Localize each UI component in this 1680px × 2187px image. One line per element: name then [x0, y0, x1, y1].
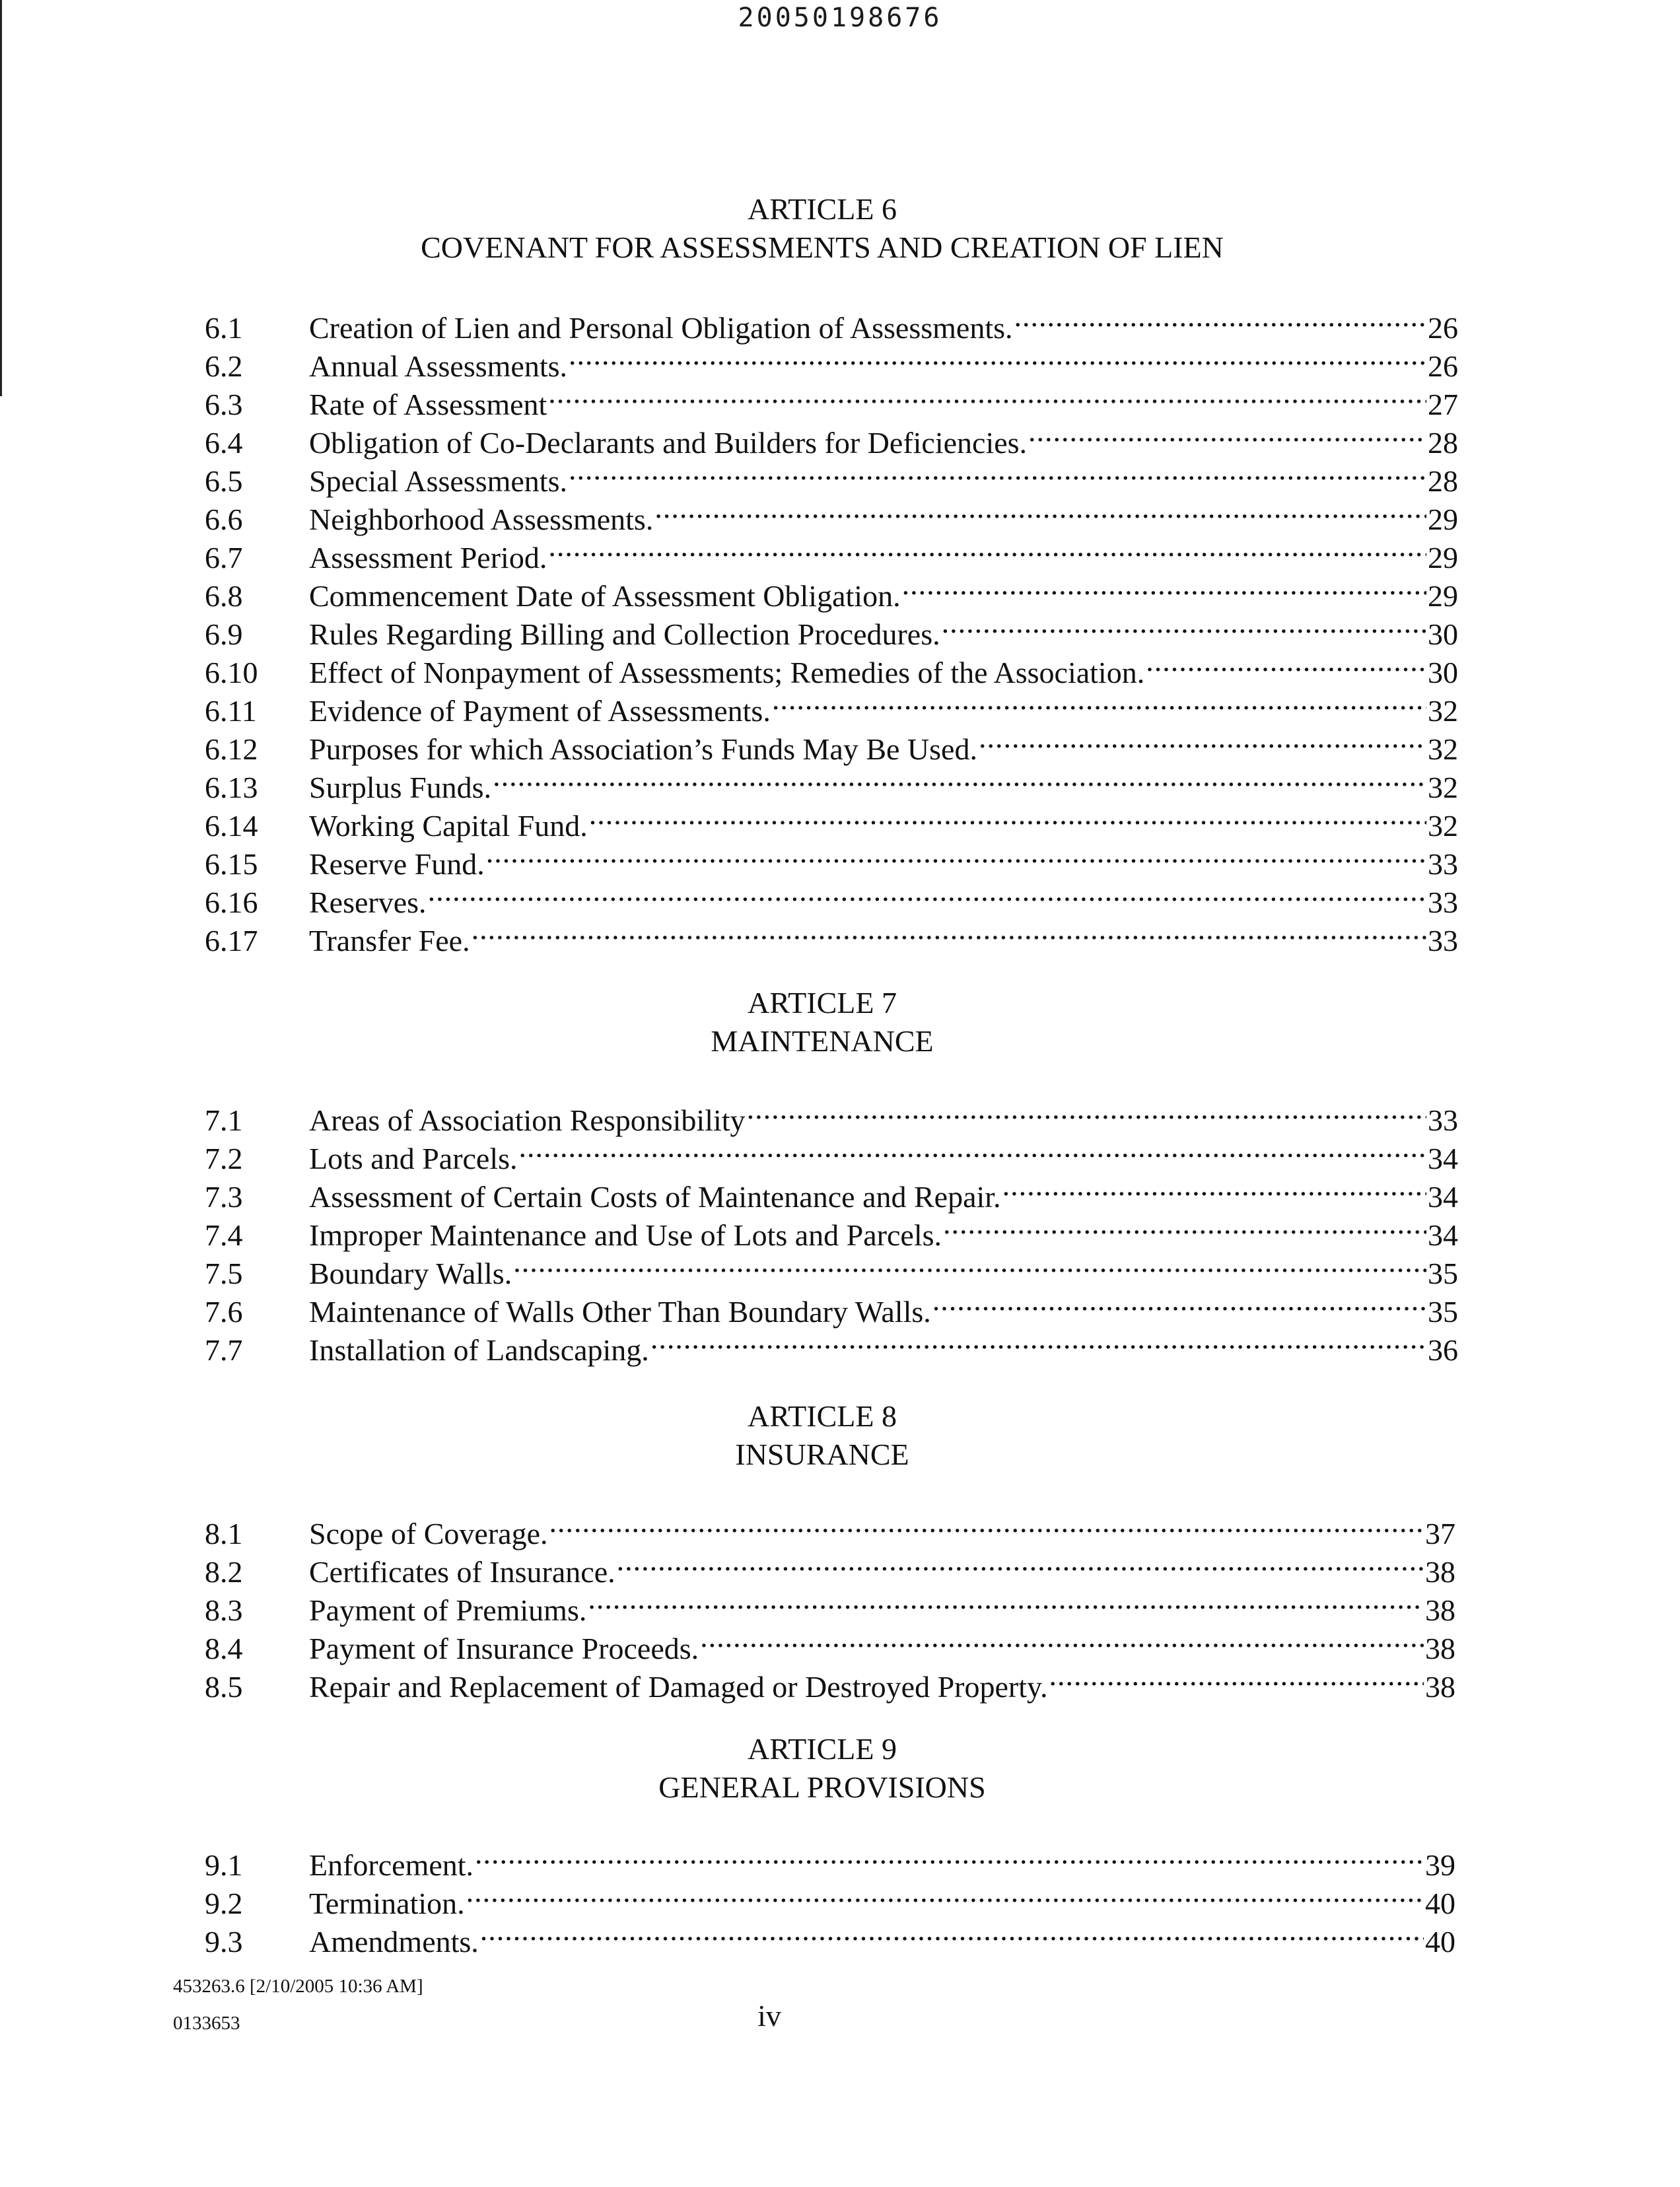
section-number: 6.16 [205, 885, 258, 919]
section-title: Maintenance of Walls Other Than Boundary Walls. [309, 1293, 932, 1331]
dot-leader [932, 1284, 1426, 1322]
toc-entry[interactable] [205, 1620, 1455, 1665]
dot-leader [472, 913, 1426, 951]
section-title: Working Capital Fund. [309, 807, 589, 845]
page-reference: 30 [1428, 656, 1458, 689]
page-reference: 28 [1428, 426, 1458, 460]
page-reference: 40 [1425, 1925, 1455, 1959]
toc-entry[interactable] [205, 798, 1458, 843]
section-title: Transfer Fee. [309, 922, 472, 960]
section-title: Payment of Premiums. [309, 1591, 588, 1630]
dot-leader [480, 1914, 1424, 1952]
toc-entry[interactable] [205, 1207, 1458, 1252]
dot-leader [548, 530, 1426, 568]
toc-entry[interactable] [205, 1544, 1455, 1589]
page-reference: 38 [1425, 1632, 1455, 1665]
toc-entry[interactable] [205, 1169, 1458, 1214]
page-reference: 36 [1428, 1333, 1458, 1367]
section-number: 6.1 [205, 311, 243, 345]
dot-leader [475, 1837, 1424, 1875]
dot-leader [654, 491, 1426, 530]
page-reference: 30 [1428, 617, 1458, 651]
page-reference: 38 [1425, 1670, 1455, 1704]
toc-entry[interactable] [205, 1506, 1455, 1550]
section-title: Scope of Coverage. [309, 1515, 549, 1553]
section-title: Assessment Period. [309, 539, 548, 577]
dot-leader [549, 1506, 1424, 1544]
section-number: 8.4 [205, 1632, 243, 1665]
section-title: Annual Assessments. [309, 347, 569, 386]
section-number: 8.5 [205, 1670, 243, 1704]
toc-entry[interactable] [205, 606, 1458, 651]
section-title: Boundary Walls. [309, 1255, 513, 1293]
section-title: Certificates of Insurance. [309, 1553, 617, 1591]
dot-leader [569, 453, 1426, 491]
toc-entry[interactable] [205, 300, 1458, 345]
section-title: Payment of Insurance Proceeds. [309, 1630, 700, 1668]
section-number: 7.4 [205, 1218, 243, 1252]
section-number: 6.9 [205, 617, 243, 651]
toc-entry[interactable] [205, 1875, 1455, 1920]
section-title: Purposes for which Association’s Funds May Be Used. [309, 730, 979, 769]
page-reference: 39 [1425, 1848, 1455, 1882]
dot-leader [902, 568, 1426, 606]
toc-entry[interactable] [205, 1582, 1455, 1627]
page-reference: 32 [1428, 694, 1458, 728]
section-number: 7.7 [205, 1333, 243, 1367]
toc-entry[interactable] [205, 913, 1458, 957]
section-number: 6.15 [205, 847, 258, 881]
toc-entry[interactable] [205, 415, 1458, 460]
page-reference: 33 [1428, 924, 1458, 957]
dot-leader [466, 1875, 1424, 1914]
toc-entry[interactable] [205, 1322, 1458, 1367]
section-title: Assessment of Certain Costs of Maintenance and Repair. [309, 1178, 1002, 1216]
dot-leader [589, 798, 1426, 836]
toc-entry[interactable] [205, 1659, 1455, 1704]
toc-entry[interactable] [205, 491, 1458, 536]
section-title: Obligation of Co-Declarants and Builders for Deficiencies. [309, 424, 1028, 462]
page-reference: 32 [1428, 771, 1458, 804]
page-reference: 29 [1428, 579, 1458, 613]
page-reference: 38 [1425, 1555, 1455, 1589]
dot-leader [979, 721, 1426, 759]
section-title: Neighborhood Assessments. [309, 501, 654, 539]
page-reference: 35 [1428, 1257, 1458, 1290]
page-reference: 34 [1428, 1180, 1458, 1214]
dot-leader [548, 376, 1426, 415]
dot-leader [486, 836, 1426, 874]
page-reference: 34 [1428, 1142, 1458, 1175]
section-number: 6.4 [205, 426, 243, 460]
page-number: iv [757, 1999, 781, 2032]
page-reference: 26 [1428, 311, 1458, 345]
page-reference: 35 [1428, 1295, 1458, 1329]
dot-leader [519, 1130, 1426, 1169]
section-number: 6.11 [205, 694, 257, 728]
article-label: ARTICLE 7 [748, 986, 897, 1020]
footer-file-number: 0133653 [173, 2013, 240, 2034]
section-title: Reserve Fund. [309, 845, 486, 884]
section-number: 6.14 [205, 809, 258, 843]
section-title: Installation of Landscaping. [309, 1331, 650, 1370]
toc-entry[interactable] [205, 1092, 1458, 1137]
toc-entry[interactable] [205, 683, 1458, 728]
toc-entry[interactable] [205, 568, 1458, 613]
section-number: 7.3 [205, 1180, 243, 1214]
section-title: Special Assessments. [309, 462, 569, 501]
dot-leader [747, 1092, 1426, 1130]
footer-doc-ref: 453263.6 [2/10/2005 10:36 AM] [173, 1976, 423, 1997]
section-title: Effect of Nonpayment of Assessments; Remedies of the Association. [309, 654, 1146, 692]
dot-leader [1146, 644, 1426, 683]
article-label: ARTICLE 9 [748, 1732, 897, 1766]
page-reference: 26 [1428, 349, 1458, 383]
section-title: Commencement Date of Assessment Obligation. [309, 577, 902, 615]
toc-entry[interactable] [205, 874, 1458, 919]
section-number: 7.1 [205, 1103, 243, 1137]
dot-leader [942, 606, 1426, 644]
toc-entry[interactable] [205, 836, 1458, 881]
article-title: MAINTENANCE [711, 1024, 934, 1058]
toc-entry[interactable] [205, 644, 1458, 689]
section-number: 6.12 [205, 732, 258, 766]
dot-leader [1002, 1169, 1426, 1207]
section-title: Surplus Funds. [309, 769, 493, 807]
toc-entry[interactable] [205, 1914, 1455, 1959]
section-number: 6.10 [205, 656, 258, 689]
section-number: 6.5 [205, 464, 243, 498]
page-reference: 27 [1428, 388, 1458, 421]
section-title: Creation of Lien and Personal Obligation of Assessments. [309, 309, 1014, 347]
page-reference: 33 [1428, 847, 1458, 881]
section-number: 6.2 [205, 349, 243, 383]
page-reference: 33 [1428, 885, 1458, 919]
dot-leader [588, 1582, 1424, 1620]
section-number: 9.3 [205, 1925, 243, 1959]
page-reference: 33 [1428, 1103, 1458, 1137]
page-reference: 40 [1425, 1887, 1455, 1920]
section-title: Areas of Association Responsibility [309, 1101, 747, 1140]
section-number: 7.2 [205, 1142, 243, 1175]
page-reference: 29 [1428, 503, 1458, 536]
section-title: Reserves. [309, 884, 428, 922]
section-number: 6.13 [205, 771, 258, 804]
dot-leader [772, 683, 1426, 721]
page-reference: 34 [1428, 1218, 1458, 1252]
article-title: COVENANT FOR ASSESSMENTS AND CREATION OF LIEN [421, 230, 1224, 264]
toc-entry[interactable] [205, 1245, 1458, 1290]
section-number: 7.6 [205, 1295, 243, 1329]
dot-leader [513, 1245, 1426, 1284]
article-label: ARTICLE 6 [748, 192, 897, 226]
toc-entry[interactable] [205, 376, 1458, 421]
section-number: 6.6 [205, 503, 243, 536]
section-title: Amendments. [309, 1923, 480, 1961]
page-reference: 38 [1425, 1593, 1455, 1627]
page-reference: 32 [1428, 809, 1458, 843]
toc-entry[interactable] [205, 1837, 1455, 1882]
section-number: 9.2 [205, 1887, 243, 1920]
page-reference: 32 [1428, 732, 1458, 766]
section-title: Repair and Replacement of Damaged or Destroyed Property. [309, 1668, 1049, 1706]
section-title: Termination. [309, 1885, 466, 1923]
section-number: 8.3 [205, 1593, 243, 1627]
section-number: 7.5 [205, 1257, 243, 1290]
dot-leader [617, 1544, 1424, 1582]
section-number: 6.17 [205, 924, 258, 957]
dot-leader [700, 1620, 1424, 1659]
toc-entry[interactable] [205, 721, 1458, 766]
dot-leader [943, 1207, 1426, 1245]
article-title: INSURANCE [735, 1438, 909, 1471]
section-number: 8.1 [205, 1517, 243, 1550]
toc-entry[interactable] [205, 759, 1458, 804]
page-reference: 28 [1428, 464, 1458, 498]
section-number: 6.8 [205, 579, 243, 613]
dot-leader [428, 874, 1426, 913]
page-reference: 29 [1428, 541, 1458, 574]
dot-leader [1014, 300, 1426, 338]
toc-entry[interactable] [205, 1130, 1458, 1175]
section-title: Enforcement. [309, 1846, 475, 1885]
toc-entry[interactable] [205, 1284, 1458, 1329]
section-title: Rate of Assessment [309, 386, 548, 424]
section-title: Lots and Parcels. [309, 1140, 519, 1178]
section-number: 9.1 [205, 1848, 243, 1882]
toc-entry[interactable] [205, 338, 1458, 383]
section-number: 8.2 [205, 1555, 243, 1589]
dot-leader [650, 1322, 1426, 1360]
dot-leader [569, 338, 1426, 376]
section-title: Rules Regarding Billing and Collection Procedures. [309, 615, 942, 654]
document-number: 20050198676 [738, 3, 942, 33]
dot-leader [1028, 415, 1426, 453]
article-label: ARTICLE 8 [748, 1399, 897, 1433]
toc-entry[interactable] [205, 530, 1458, 574]
dot-leader [1049, 1659, 1424, 1697]
article-title: GENERAL PROVISIONS [658, 1770, 986, 1804]
page-reference: 37 [1425, 1517, 1455, 1550]
dot-leader [493, 759, 1426, 798]
toc-entry[interactable] [205, 453, 1458, 498]
section-number: 6.7 [205, 541, 243, 574]
section-title: Evidence of Payment of Assessments. [309, 692, 772, 730]
section-number: 6.3 [205, 388, 243, 421]
section-title: Improper Maintenance and Use of Lots and Parcels. [309, 1216, 943, 1255]
